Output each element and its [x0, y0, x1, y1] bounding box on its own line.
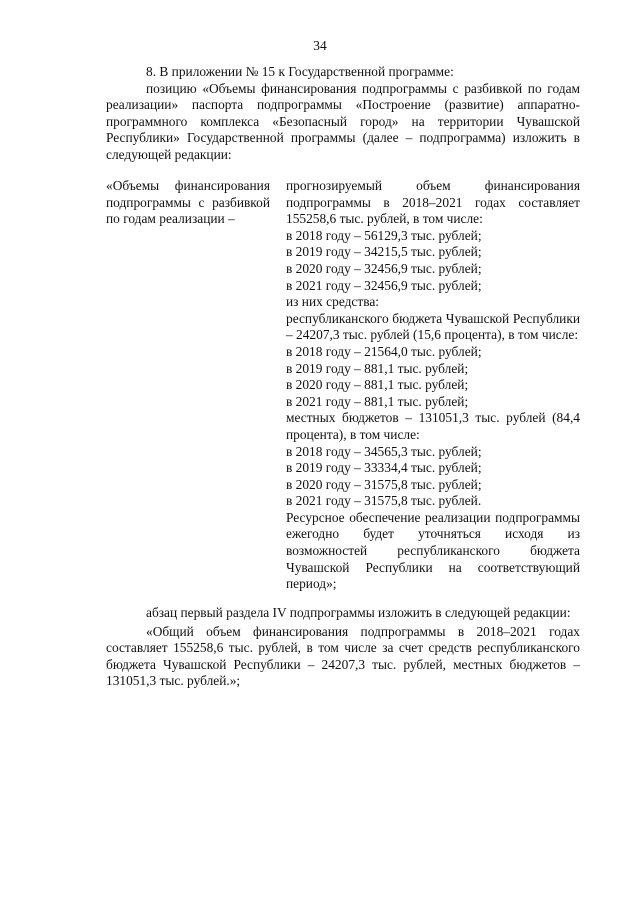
tail-paragraph-1: абзац первый раздела IV подпрограммы изложить в следующей редакции:	[146, 605, 571, 620]
intro-paragraph-2: позицию «Объемы финансирования подпрограммы с разбивкой по годам реализации» паспорта подпрограммы «Построение (развитие) аппаратно-программного комплекса «Безопасный город» на территории Чувашской Республики» Государственной программы (далее – подпрограмма) изложить в следующей редакции:	[106, 80, 580, 162]
resource-provision: Ресурсное обеспечение реализации подпрограммы ежегодно будет уточняться исходя из возможностей республиканского бюджета Чувашской Республики на соответствующий период»;	[286, 509, 580, 592]
local-year-2018: в 2018 году – 34565,3 тыс. рублей;	[286, 443, 482, 459]
local-year-2020: в 2020 году – 31575,8 тыс. рублей;	[286, 476, 482, 492]
tail-paragraph-2: «Общий объем финансирования подпрограммы в 2018–2021 годах составляет 155258,6 тыс. рублей, в том числе за счет средств республиканского бюджета Чувашской Республики – 24207,3 тыс. рублей, местных бюджетов – 131051,3 тыс. рублей.»;	[106, 623, 580, 689]
total-year-2021: в 2021 году – 32456,9 тыс. рублей;	[286, 277, 482, 293]
of-which-label: из них средства:	[286, 294, 380, 310]
republican-year-2021: в 2021 году – 881,1 тыс. рублей;	[286, 393, 469, 409]
page-number: 34	[313, 38, 327, 53]
intro-section	[106, 64, 580, 164]
local-year-2021: в 2021 году – 31575,8 тыс. рублей.	[286, 493, 482, 509]
total-year-2020: в 2020 году – 32456,9 тыс. рублей;	[286, 260, 482, 276]
passport-position	[106, 178, 580, 593]
republican-year-2018: в 2018 году – 21564,0 тыс. рублей;	[286, 343, 482, 359]
local-budgets: местных бюджетов – 131051,3 тыс. рублей (84,4 процента), в том числе:	[286, 410, 580, 442]
passport-label-text: «Объемы финансирования подпрограммы с разбивкой по годам реализации	[106, 178, 270, 227]
passport-label	[106, 178, 270, 593]
total-year-2019: в 2019 году – 34215,5 тыс. рублей;	[286, 244, 482, 260]
intro-paragraph-1: 8. В приложении № 15 к Государственной программе:	[146, 64, 454, 79]
republican-year-2019: в 2019 году – 881,1 тыс. рублей;	[286, 360, 469, 376]
republican-year-2020: в 2020 году – 881,1 тыс. рублей;	[286, 377, 469, 393]
republican-budget: республиканского бюджета Чувашской Республики – 24207,3 тыс. рублей (15,6 процента), в том числе:	[286, 310, 580, 343]
total-funding: прогнозируемый объем финансирования подпрограммы в 2018–2021 годах составляет 155258,6 тыс. рублей, в том числе:	[286, 178, 580, 227]
passport-body	[286, 178, 580, 593]
local-year-2019: в 2019 году – 33334,4 тыс. рублей;	[286, 460, 482, 476]
total-year-2018: в 2018 году – 56129,3 тыс. рублей;	[286, 227, 482, 243]
passport-label-dash: –	[228, 211, 235, 227]
section-iv-amendment	[106, 605, 580, 690]
